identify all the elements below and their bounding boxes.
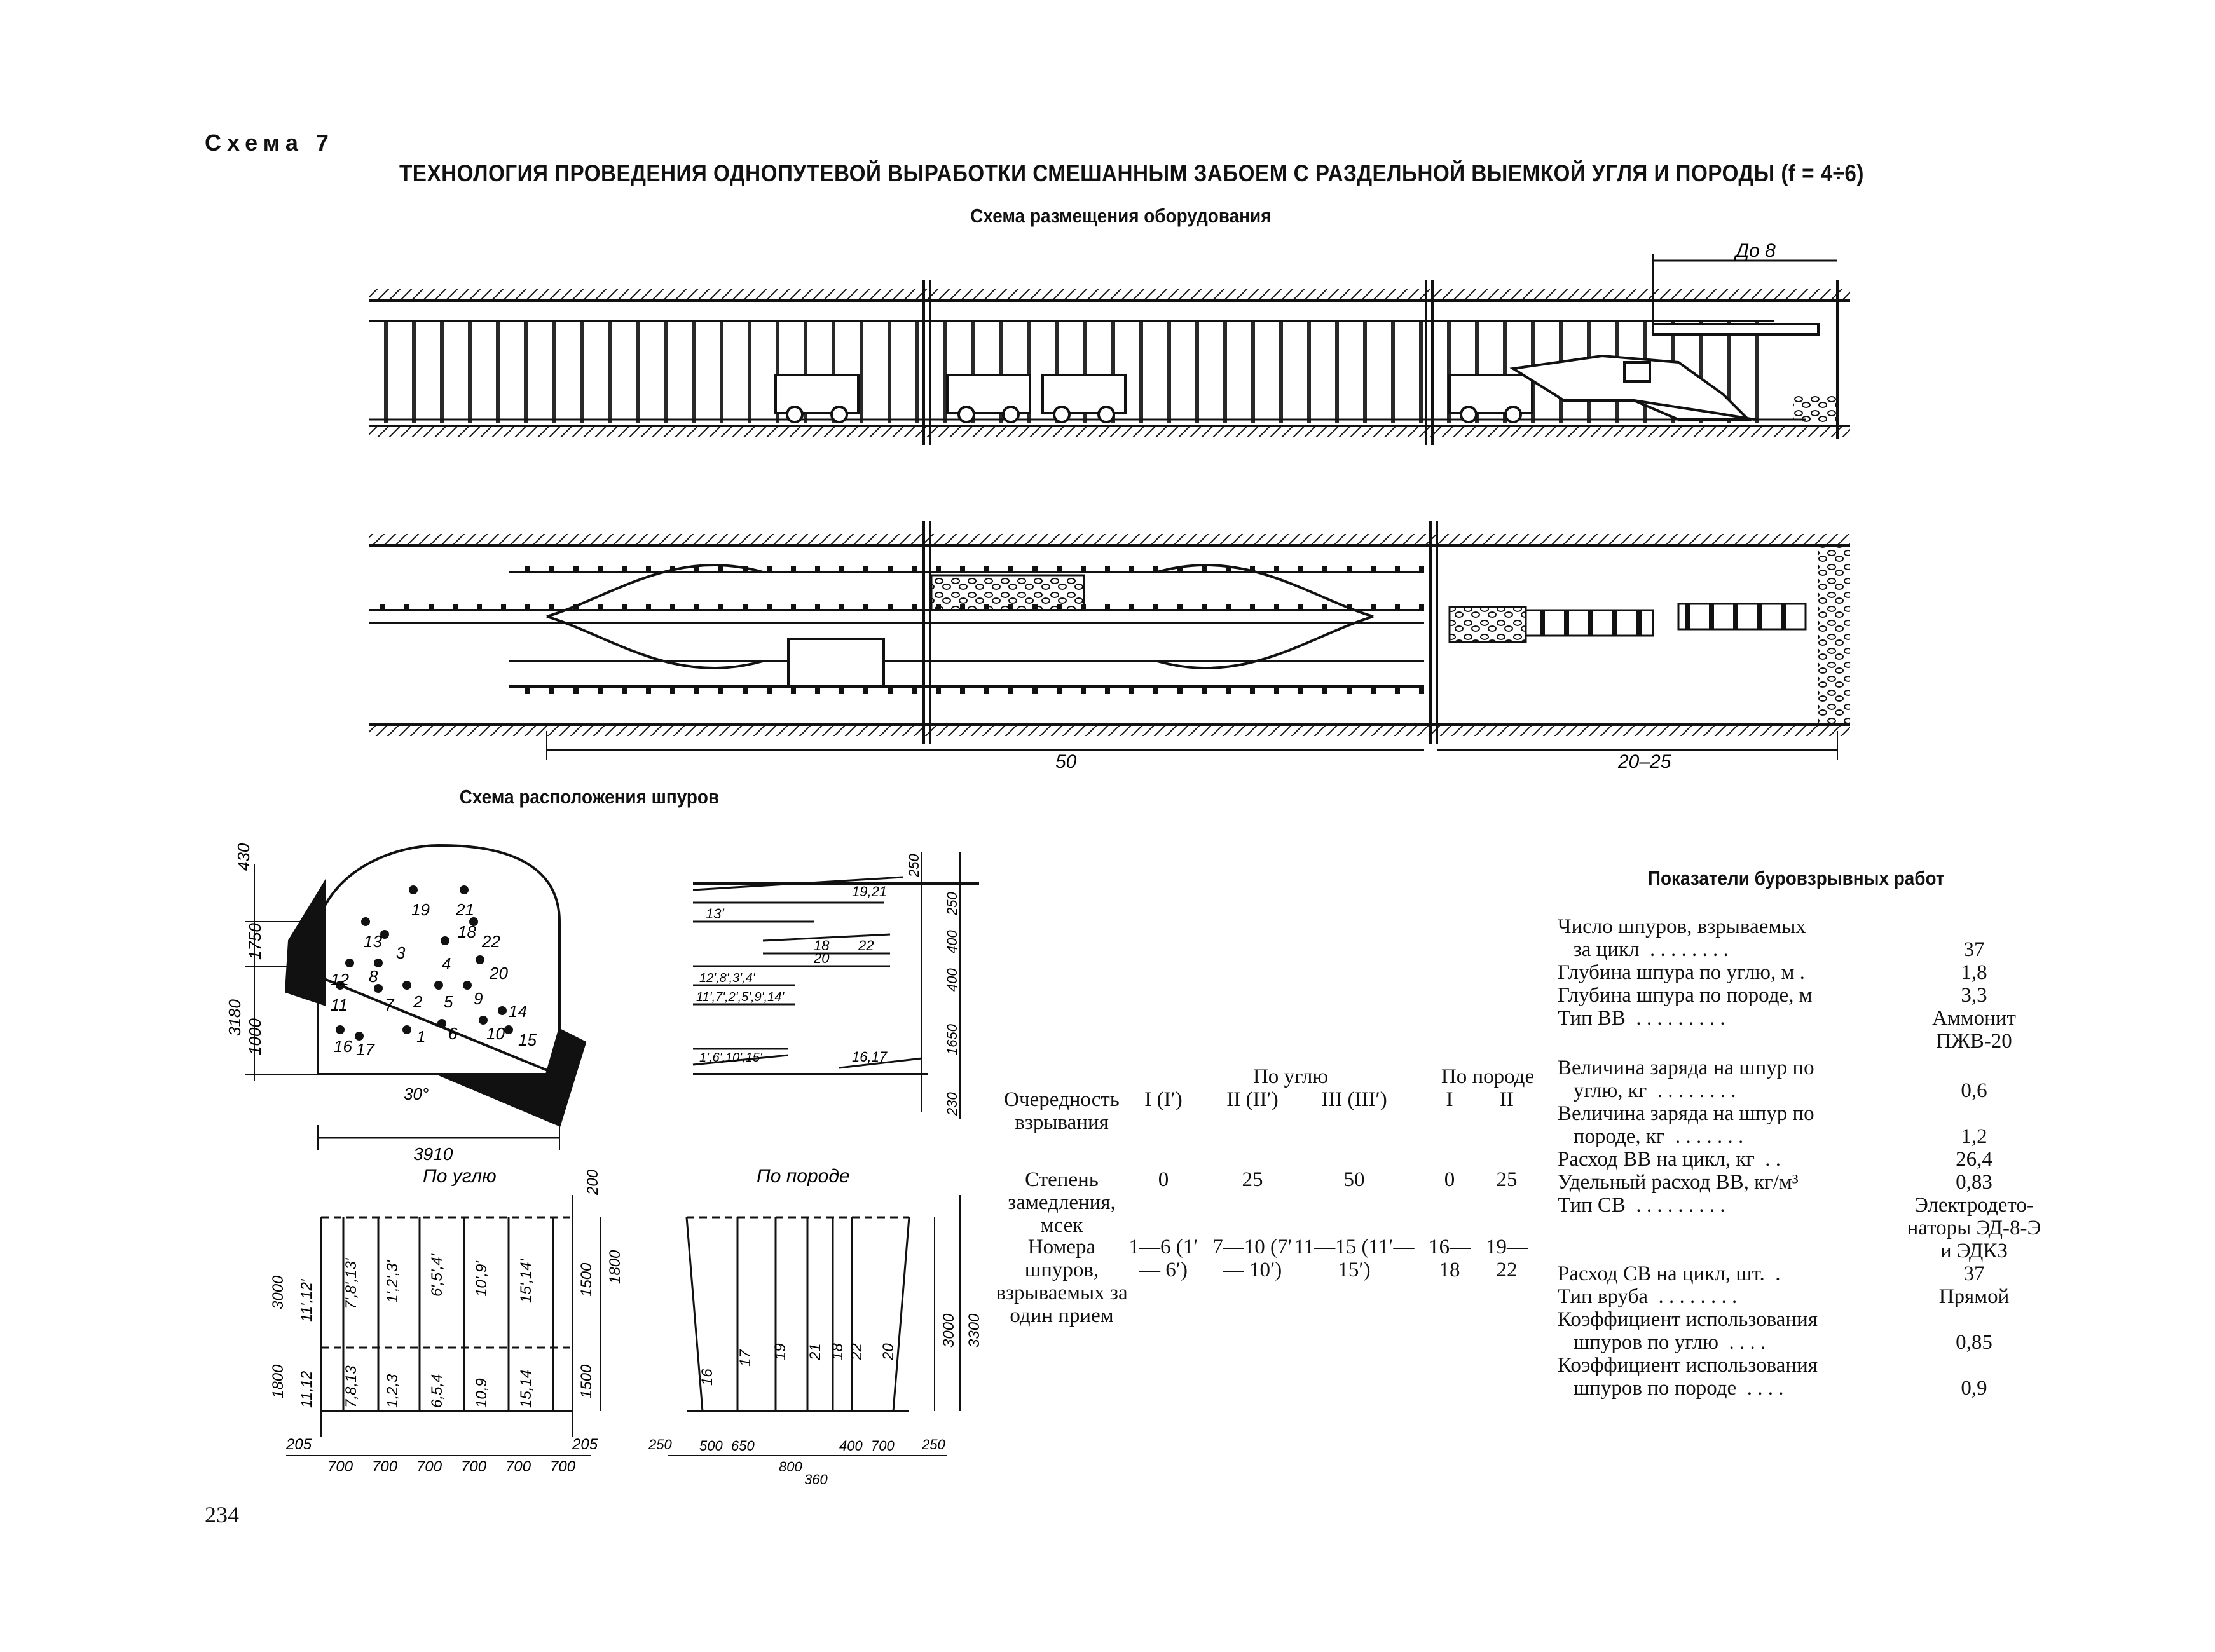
hole-side-view [680, 839, 979, 1119]
seq-col-2: II (II′) [1226, 1088, 1279, 1111]
side-dim-400b: 400 [944, 968, 960, 992]
hole-7: 7 [385, 995, 394, 1014]
rock-holes-drawing [642, 1157, 998, 1487]
rock-dim-3000: 3000 [940, 1313, 957, 1348]
coal-dim-b0: 205 [286, 1436, 312, 1453]
seq-delay-3: 50 [1343, 1168, 1365, 1191]
equipment-layout-drawing [356, 242, 1895, 782]
side-dim-230: 230 [944, 1092, 960, 1116]
coal-dim-b2: 700 [372, 1458, 398, 1475]
seq-row1-label: Очередность взрывания [1004, 1088, 1120, 1134]
hole-9: 9 [474, 989, 483, 1008]
seq-col-3: III (III′) [1321, 1088, 1387, 1111]
kpi-title: Показатели буровзрывных работ [1647, 867, 1945, 889]
dim-do-8: До 8 [1736, 240, 1776, 261]
dim-1000: 1000 [245, 1018, 264, 1055]
seq-delay-4: 0 [1444, 1168, 1455, 1191]
dim-3180: 3180 [225, 999, 244, 1036]
coal-top-label-6: 15',14' [518, 1259, 535, 1303]
side-label-group-a: 12',8',3',4' [699, 971, 755, 985]
seq-group-rock: По породе [1441, 1065, 1535, 1088]
coal-dim-3000: 3000 [270, 1275, 287, 1309]
seq-num-2: 7—10 (7′— 10′) [1212, 1236, 1293, 1281]
side-dim-1650: 1650 [944, 1024, 960, 1055]
side-label-group-b: 11',7',2',5',9',14' [696, 990, 785, 1004]
side-label-22: 22 [858, 938, 874, 953]
coal-bottom-label-2: 7,8,13 [343, 1365, 360, 1408]
rock-label-17: 17 [737, 1349, 754, 1367]
hole-14: 14 [509, 1002, 527, 1021]
coal-bottom-label-4: 6,5,4 [429, 1374, 446, 1408]
hole-11: 11 [331, 995, 348, 1014]
hole-section-drawing [225, 826, 623, 1182]
kpi-table: Число шпуров, взрываемых за цикл . . . . . . . . 37 Глубина шпура по углю, м . 1,8 Глубина шпура по породе, м 3,3 Тип ВВ . . . . . . . . . Аммонит ПЖВ-20 Величина заряда на шпур по углю, кг . . . . . . . . 0,6 Величина заряда на шпур по породе, кг . . . . . . . 1,2 Расход ВВ на цикл, кг . . 26,4 Удельный расход ВВ, кг/м³ 0,83 Тип СВ . . . . . . . . . Электродето- наторы ЭД-8-Э и ЭДКЗ Расход СВ на цикл, шт. . 37 Тип вруба . . . . . . . . Прямой Коэффициент использования шпуров по углю . . . . 0,85 Коэффициент использования шпуров по породе . . . . 0,9 [1558, 915, 2041, 1400]
coal-top-label-3: 1',2',3' [384, 1260, 401, 1303]
coal-bottom-label-6: 15,14 [518, 1369, 535, 1408]
dim-430: 430 [234, 843, 253, 871]
hole-5: 5 [444, 992, 453, 1011]
side-dim-250a: 250 [906, 854, 922, 877]
subtitle-equipment: Схема размещения оборудования [970, 205, 1272, 227]
hole-17: 17 [356, 1040, 374, 1059]
hole-4: 4 [442, 954, 451, 973]
page-title: ТЕХНОЛОГИЯ ПРОВЕДЕНИЯ ОДНОПУТЕВОЙ ВЫРАБОТКИ СМЕШАННЫМ ЗАБОЕМ С РАЗДЕЛЬНОЙ ВЫЕМКОЙ УГЛЯ И ПОРОДЫ (f = 4÷6) [399, 160, 1864, 186]
hole-22: 22 [482, 932, 500, 951]
hole-3: 3 [396, 943, 406, 962]
coal-dim-b4: 700 [461, 1458, 487, 1475]
seq-group-coal: По углю [1252, 1065, 1329, 1088]
rock-dim-b0: 250 [648, 1437, 672, 1452]
hole-20: 20 [490, 964, 508, 983]
coal-top-label-5: 10',9' [473, 1261, 490, 1297]
coal-dim-b7: 205 [572, 1436, 598, 1453]
dim-3910: 3910 [413, 1144, 453, 1164]
side-label-13: 13' [706, 906, 724, 922]
coal-dim-b5: 700 [505, 1458, 531, 1475]
hole-19: 19 [411, 900, 430, 919]
side-label-18: 18 [814, 938, 830, 953]
coal-top-label-4: 6',5',4' [429, 1253, 446, 1297]
seq-num-3: 11—15 (11′—15′) [1294, 1236, 1415, 1281]
rock-dim-b2: 650 [731, 1438, 755, 1454]
coal-holes-drawing [270, 1157, 629, 1487]
hole-16: 16 [334, 1037, 352, 1056]
side-label-19-21: 19,21 [852, 884, 888, 899]
schema-label: Схема 7 [205, 130, 334, 156]
rock-dim-b6: 250 [922, 1437, 945, 1452]
coal-bottom-label-1: 11,12 [298, 1370, 315, 1408]
coal-dim-b6: 700 [550, 1458, 576, 1475]
rock-label-22: 22 [848, 1343, 865, 1360]
hole-2: 2 [413, 992, 423, 1011]
seq-num-4: 16— 18 [1429, 1236, 1471, 1281]
plan-view-tunnel [369, 521, 1850, 760]
seq-delay-2: 25 [1242, 1168, 1263, 1191]
rock-dim-360: 360 [804, 1471, 828, 1487]
rock-label-18: 18 [829, 1343, 846, 1360]
hole-15: 15 [518, 1030, 537, 1049]
rock-caption: По породе [757, 1166, 850, 1187]
hole-21: 21 [456, 900, 474, 919]
subtitle-holes: Схема расположения шпуров [459, 786, 720, 808]
rock-label-20: 20 [880, 1343, 897, 1360]
side-label-group-c: 1',6',10',15' [699, 1051, 762, 1065]
rock-dim-b3: 800 [779, 1459, 802, 1475]
hole-6: 6 [448, 1024, 458, 1043]
hole-12: 12 [331, 970, 349, 989]
rock-dim-b1: 500 [699, 1438, 723, 1454]
rock-label-21: 21 [807, 1343, 824, 1360]
rock-dim-b5: 700 [871, 1438, 895, 1454]
rock-dim-3300: 3300 [966, 1313, 983, 1348]
dim-1750: 1750 [245, 923, 264, 960]
section-angle: 30° [404, 1084, 429, 1103]
hole-1: 1 [416, 1027, 426, 1046]
coal-dim-1500b: 1500 [578, 1364, 595, 1398]
dim-20-25: 20–25 [1618, 751, 1671, 772]
seq-row3-label: Номера шпуров, взрываемых за один прием [996, 1236, 1128, 1327]
seq-delay-5: 25 [1496, 1168, 1518, 1191]
coal-dim-b3: 700 [416, 1458, 442, 1475]
hole-10: 10 [486, 1024, 505, 1043]
coal-dim-1500a: 1500 [578, 1262, 595, 1297]
coal-bottom-label-5: 10,9 [473, 1378, 490, 1408]
side-dim-250b: 250 [944, 892, 960, 915]
seq-num-1: 1—6 (1′— 6′) [1128, 1236, 1198, 1281]
seq-row2-label: Степень замедления, мсек [1008, 1168, 1116, 1237]
rock-label-16: 16 [699, 1369, 716, 1386]
coal-dim-b1: 700 [327, 1458, 353, 1475]
coal-bottom-label-3: 1,2,3 [384, 1374, 401, 1408]
hole-8: 8 [369, 967, 378, 986]
page-number: 234 [205, 1502, 239, 1527]
coal-caption: По углю [423, 1166, 497, 1187]
side-dim-400a: 400 [944, 930, 960, 953]
seq-col-5: II [1500, 1088, 1514, 1111]
coal-top-label-2: 7',8',13' [343, 1258, 360, 1309]
seq-delay-1: 0 [1158, 1168, 1169, 1191]
side-label-20: 20 [814, 950, 830, 966]
dim-50: 50 [1055, 751, 1077, 772]
side-view-tunnel [369, 254, 1850, 445]
coal-dim-1800b: 1800 [270, 1364, 287, 1398]
coal-top-label-1: 11',12' [298, 1279, 315, 1322]
seq-col-4: I [1446, 1088, 1453, 1111]
hole-18: 18 [458, 922, 476, 941]
hole-13: 13 [364, 932, 382, 951]
coal-dim-1800a: 1800 [607, 1250, 624, 1284]
seq-num-5: 19— 22 [1486, 1236, 1528, 1281]
rock-label-19: 19 [772, 1343, 789, 1360]
coal-dim-200: 200 [584, 1169, 601, 1195]
rock-dim-b4: 400 [839, 1438, 863, 1454]
seq-col-1: I (I′) [1144, 1088, 1183, 1111]
side-label-16-17: 16,17 [852, 1049, 888, 1065]
